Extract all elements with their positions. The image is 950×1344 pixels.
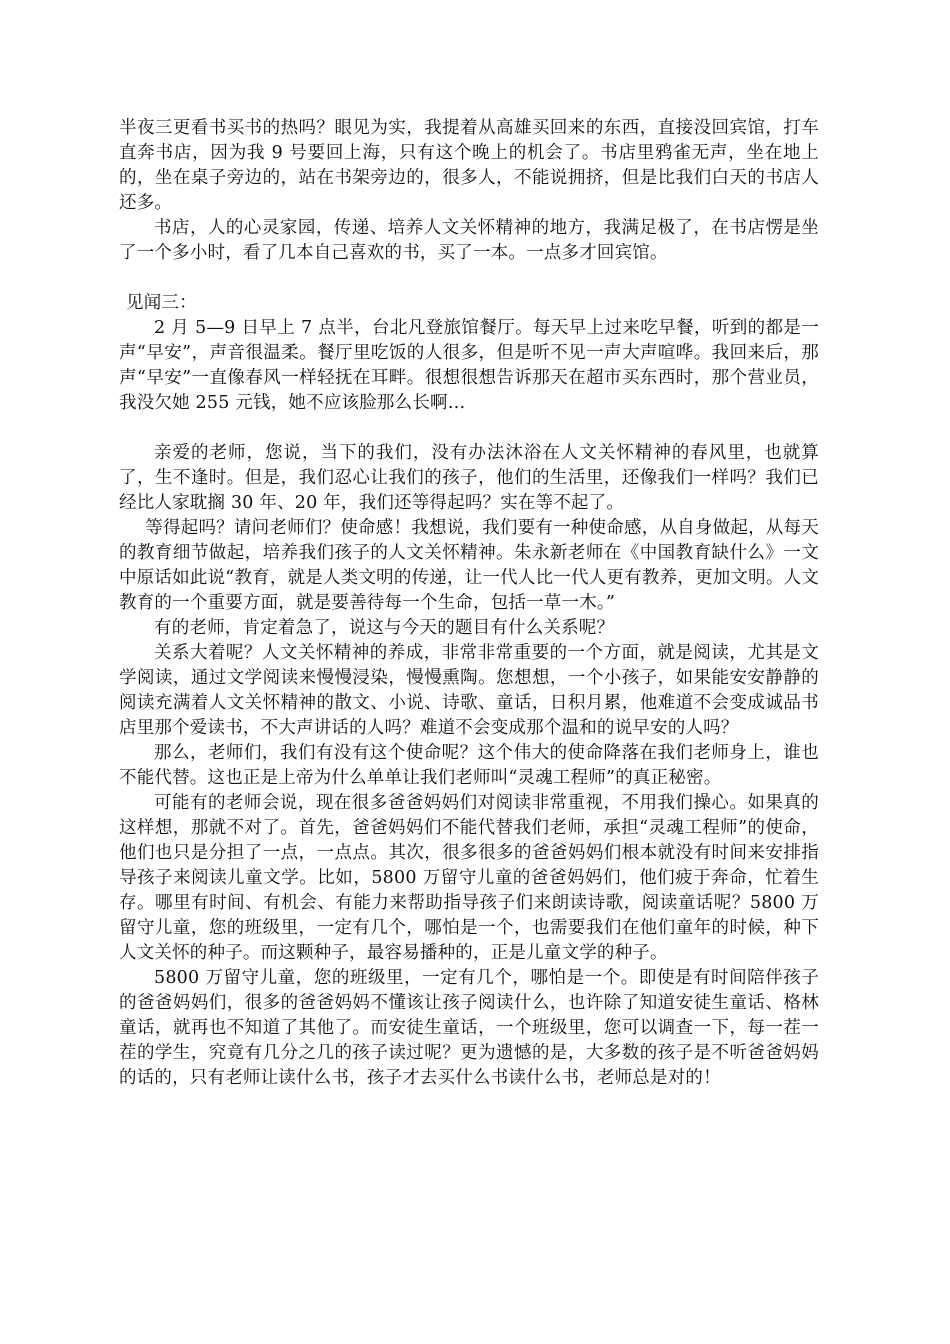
section-heading-observation-three: 见闻三： <box>126 293 197 313</box>
paragraph-parents: 可能有的老师会说，现在很多爸爸妈妈们对阅读非常重视，不用我们操心。如果真的这样想，那就不对了。首先，爸爸妈妈们不能代替我们老师，承担“灵魂工程师”的使命，他们也只是分担了一点，一点点。其次，很多很多的爸爸妈妈们根本就没有时间来安排指导孩子来阅读儿童文学。比如，5800 万留守儿童的爸爸妈妈们，他们疲于奔命，忙着生存。哪里有时间、有机会、有能力来帮助指导孩子们来朗读诗歌，阅读童话呢？5800 万留守儿童，您的班级里，一定有几个，哪怕是一个，也需要我们在他们童年的时候，种下人文关怀的种子。而这颗种子，最容易播种的，正是儿童文学的种子。 <box>119 793 819 963</box>
paragraph-reading: 关系大着呢？人文关怀精神的养成，非常非常重要的一个方面，就是阅读，尤其是文学阅读，通过文学阅读来慢慢浸染，慢慢熏陶。您想想，一个小孩子，如果能安安静静的阅读充满着人文关怀精神的散文、小说、诗歌、童话，日积月累，他难道不会变成诚品书店里那个爱读书，不大声讲话的人吗？难道不会变成那个温和的说早安的人吗？ <box>119 643 819 738</box>
paragraph-dear-teachers: 亲爱的老师，您说，当下的我们，没有办法沐浴在人文关怀精神的春风里，也就算了，生不逢时。但是，我们忍心让我们的孩子，他们的生活里，还像我们一样吗？我们已经比人家耽搁 30 年、20 年，我们还等得起吗？实在等不起了。 <box>119 443 819 513</box>
document-body <box>119 116 819 1091</box>
paragraph-question: 有的老师，肯定着急了，说这与今天的题目有什么关系呢？ <box>154 618 615 638</box>
paragraph-bookstore-home: 书店，人的心灵家园，传递、培养人文关怀精神的地方，我满足极了，在书店愣是坐了一个多小时，看了几本自己喜欢的书，买了一本。一点多才回宾馆。 <box>119 218 819 263</box>
paragraph-soul-engineer: 那么，老师们，我们有没有这个使命呢？这个伟大的使命降落在我们老师身上，谁也不能代替。这也正是上帝为什么单单让我们老师叫“灵魂工程师”的真正秘密。 <box>119 743 819 788</box>
paragraph-night-bookstore: 半夜三更看书买书的热吗？眼见为实，我提着从高雄买回来的东西，直接没回宾馆，打车直奔书店，因为我 9 号要回上海，只有这个晚上的机会了。书店里鸦雀无声，坐在地上的，坐在桌子旁边的，站在书架旁边的，很多人，不能说拥挤，但是比我们白天的书店人还多。 <box>119 118 819 213</box>
paragraph-mission: 等得起吗？请问老师们？使命感！我想说，我们要有一种使命感，从自身做起，从每天的教育细节做起，培养我们孩子的人文关怀精神。朱永新老师在《中国教育缺什么》一文中原话如此说“教育，就是人类文明的传递，让一代人比一代人更有教养，更加文明。人文教育的一个重要方面，就是要善待每一个生命，包括一草一木。” <box>119 518 819 613</box>
paragraph-good-morning: 2 月 5—9 日早上 7 点半，台北凡登旅馆餐厅。每天早上过来吃早餐，听到的都是一声“早安”，声音很温柔。餐厅里吃饭的人很多，但是听不见一声大声喧哗。我回来后，那声“早安”一直像春风一样轻抚在耳畔。很想很想告诉那天在超市买东西时，那个营业员，我没欠她 255 元钱，她不应该脸那么长啊… <box>119 318 819 413</box>
paragraph-left-behind-children: 5800 万留守儿童，您的班级里，一定有几个，哪怕是一个。即使是有时间陪伴孩子的爸爸妈妈们，很多的爸爸妈妈不懂该让孩子阅读什么，也许除了知道安徒生童话、格林童话，就再也不知道了其他了。而安徒生童话，一个班级里，您可以调查一下，每一茬一茬的学生，究竟有几分之几的孩子读过呢？更为遗憾的是，大多数的孩子是不听爸爸妈妈的话的，只有老师让读什么书，孩子才去买什么书读什么书，老师总是对的！ <box>119 968 819 1088</box>
